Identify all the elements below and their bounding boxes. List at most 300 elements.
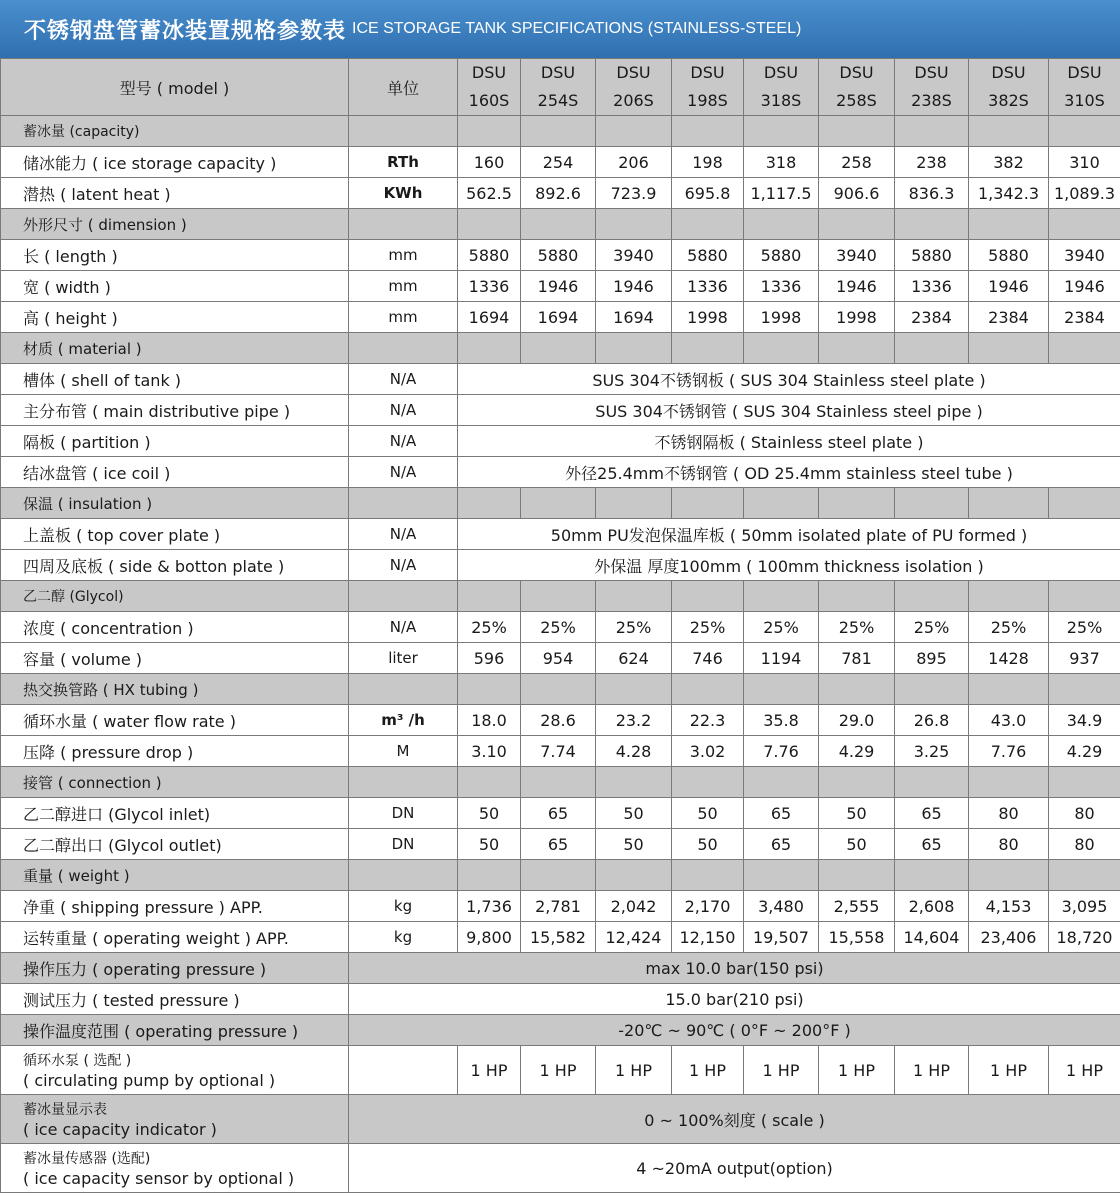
empty-cell: [895, 116, 969, 147]
value-cell: 2,608: [895, 891, 969, 922]
empty-cell: [969, 333, 1049, 364]
value-cell: 25%: [895, 612, 969, 643]
value-cell: 4.29: [819, 736, 895, 767]
value-cell: 1 HP: [672, 1046, 744, 1095]
value-cell: 23.2: [596, 705, 672, 736]
data-row: [1, 302, 1120, 333]
value-cell: 29.0: [819, 705, 895, 736]
value-cell: 25%: [596, 612, 672, 643]
data-row: [1, 364, 1120, 395]
value-cell: 1998: [819, 302, 895, 333]
empty-cell: [596, 581, 672, 612]
section-row: [1, 116, 1120, 147]
value-cell: 1998: [744, 302, 819, 333]
data-row: [1, 426, 1120, 457]
unit-cell: m³ /h: [349, 705, 458, 736]
value-cell: 1336: [458, 271, 521, 302]
data-row: [1, 395, 1120, 426]
spanned-value: 外径25.4mm不锈钢管 ( OD 25.4mm stainless steel tube ): [458, 457, 1120, 488]
row-label: 储冰能力 ( ice storage capacity ): [1, 147, 349, 178]
empty-cell: [1049, 860, 1120, 891]
spanned-value: SUS 304不锈钢板 ( SUS 304 Stainless steel plate ): [458, 364, 1120, 395]
empty-cell: [895, 674, 969, 705]
value-cell: 1,342.3: [969, 178, 1049, 209]
value-cell: 25%: [521, 612, 596, 643]
empty-cell: [744, 860, 819, 891]
value-cell: 892.6: [521, 178, 596, 209]
empty-cell: [969, 209, 1049, 240]
empty-cell: [1049, 333, 1120, 364]
empty-cell: [744, 209, 819, 240]
value-cell: 65: [521, 829, 596, 860]
value-cell: 1946: [521, 271, 596, 302]
value-cell: 562.5: [458, 178, 521, 209]
row-label: 乙二醇进口 (Glycol inlet): [1, 798, 349, 829]
model-label: 型号 ( model ): [1, 59, 349, 116]
section-label: 保温 ( insulation ): [1, 488, 349, 519]
value-cell: 160: [458, 147, 521, 178]
data-row: [1, 1095, 1120, 1144]
value-cell: 2,781: [521, 891, 596, 922]
empty-cell: [521, 860, 596, 891]
value-cell: 26.8: [895, 705, 969, 736]
empty-cell: [458, 674, 521, 705]
value-cell: 382: [969, 147, 1049, 178]
value-cell: 937: [1049, 643, 1120, 674]
value-cell: 258: [819, 147, 895, 178]
section-row: [1, 488, 1120, 519]
value-cell: 695.8: [672, 178, 744, 209]
value-cell: 15,582: [521, 922, 596, 953]
value-cell: 596: [458, 643, 521, 674]
data-row: [1, 519, 1120, 550]
value-cell: 50: [819, 829, 895, 860]
model-cell: DSU 382S: [969, 59, 1049, 116]
unit-cell: M: [349, 736, 458, 767]
row-label: 净重 ( shipping pressure ) APP.: [1, 891, 349, 922]
value-cell: 198: [672, 147, 744, 178]
unit-cell: RTh: [349, 147, 458, 178]
value-cell: 254: [521, 147, 596, 178]
data-row: [1, 643, 1120, 674]
row-label: 宽 ( width ): [1, 271, 349, 302]
value-cell: 1 HP: [744, 1046, 819, 1095]
value-cell: 4.28: [596, 736, 672, 767]
value-cell: 3,480: [744, 891, 819, 922]
empty-cell: [969, 860, 1049, 891]
value-cell: 1,117.5: [744, 178, 819, 209]
value-cell: 65: [895, 798, 969, 829]
unit-cell: N/A: [349, 457, 458, 488]
row-label: 操作温度范围 ( operating pressure ): [1, 1015, 349, 1046]
value-cell: 1194: [744, 643, 819, 674]
value-cell: 50: [596, 798, 672, 829]
unit-cell: DN: [349, 798, 458, 829]
unit-cell: N/A: [349, 364, 458, 395]
value-cell: 12,424: [596, 922, 672, 953]
spanned-value: 0 ~ 100%刻度 ( scale ): [349, 1095, 1120, 1144]
data-row: [1, 922, 1120, 953]
empty-cell: [596, 674, 672, 705]
data-row: [1, 1046, 1120, 1095]
value-cell: 1946: [1049, 271, 1120, 302]
value-cell: 1336: [895, 271, 969, 302]
empty-cell: [458, 581, 521, 612]
value-cell: 1998: [672, 302, 744, 333]
value-cell: 1 HP: [819, 1046, 895, 1095]
value-cell: 7.76: [744, 736, 819, 767]
value-cell: 80: [1049, 829, 1120, 860]
value-cell: 65: [521, 798, 596, 829]
empty-cell: [969, 488, 1049, 519]
section-label: 外形尺寸 ( dimension ): [1, 209, 349, 240]
value-cell: 5880: [458, 240, 521, 271]
value-cell: 25%: [819, 612, 895, 643]
empty-cell: [744, 116, 819, 147]
empty-cell: [458, 860, 521, 891]
model-cell: DSU 318S: [744, 59, 819, 116]
value-cell: 1946: [596, 271, 672, 302]
value-cell: 836.3: [895, 178, 969, 209]
value-cell: 1 HP: [596, 1046, 672, 1095]
value-cell: 14,604: [895, 922, 969, 953]
value-cell: 2384: [895, 302, 969, 333]
spanned-value: 外保温 厚度100mm ( 100mm thickness isolation ): [458, 550, 1120, 581]
empty-cell: [895, 581, 969, 612]
empty-cell: [458, 767, 521, 798]
value-cell: 25%: [969, 612, 1049, 643]
empty-cell: [895, 209, 969, 240]
row-label: 浓度 ( concentration ): [1, 612, 349, 643]
unit-cell: N/A: [349, 426, 458, 457]
value-cell: 1 HP: [1049, 1046, 1120, 1095]
empty-cell: [744, 488, 819, 519]
value-cell: 2,170: [672, 891, 744, 922]
value-cell: 1694: [521, 302, 596, 333]
data-row: [1, 240, 1120, 271]
value-cell: 2,042: [596, 891, 672, 922]
value-cell: 206: [596, 147, 672, 178]
empty-cell: [1049, 209, 1120, 240]
value-cell: 5880: [521, 240, 596, 271]
empty-cell: [1049, 581, 1120, 612]
data-row: [1, 984, 1120, 1015]
spanned-value: 不锈钢隔板 ( Stainless steel plate ): [458, 426, 1120, 457]
empty-cell: [349, 860, 458, 891]
row-label: 主分布管 ( main distributive pipe ): [1, 395, 349, 426]
value-cell: 1 HP: [521, 1046, 596, 1095]
data-row: [1, 147, 1120, 178]
data-row: [1, 1015, 1120, 1046]
empty-cell: [969, 116, 1049, 147]
empty-cell: [672, 209, 744, 240]
empty-cell: [819, 209, 895, 240]
empty-cell: [744, 674, 819, 705]
empty-cell: [349, 581, 458, 612]
value-cell: 2384: [969, 302, 1049, 333]
empty-cell: [969, 674, 1049, 705]
section-label: 热交换管路 ( HX tubing ): [1, 674, 349, 705]
empty-cell: [1049, 116, 1120, 147]
row-label: 循环水泵 ( 选配 ) ( circulating pump by optional ): [1, 1046, 349, 1095]
row-label: 蓄冰量传感器 (选配) ( ice capacity sensor by optional ): [1, 1144, 349, 1193]
empty-cell: [969, 581, 1049, 612]
empty-cell: [672, 860, 744, 891]
empty-cell: [349, 333, 458, 364]
section-row: [1, 333, 1120, 364]
unit-cell: N/A: [349, 395, 458, 426]
value-cell: 43.0: [969, 705, 1049, 736]
data-row: [1, 457, 1120, 488]
row-label: 循环水量 ( water flow rate ): [1, 705, 349, 736]
data-row: [1, 1144, 1120, 1193]
value-cell: 238: [895, 147, 969, 178]
model-cell: DSU 198S: [672, 59, 744, 116]
empty-cell: [596, 333, 672, 364]
unit-cell: kg: [349, 922, 458, 953]
empty-cell: [521, 209, 596, 240]
unit-cell: mm: [349, 240, 458, 271]
empty-cell: [596, 860, 672, 891]
value-cell: 18,720: [1049, 922, 1120, 953]
unit-cell: KWh: [349, 178, 458, 209]
value-cell: 80: [969, 798, 1049, 829]
value-cell: 1946: [819, 271, 895, 302]
value-cell: 50: [458, 829, 521, 860]
empty-cell: [672, 674, 744, 705]
empty-cell: [349, 209, 458, 240]
spanned-value: -20℃ ~ 90℃ ( 0°F ~ 200°F ): [349, 1015, 1120, 1046]
value-cell: 310: [1049, 147, 1120, 178]
value-cell: 50: [672, 829, 744, 860]
empty-cell: [349, 767, 458, 798]
model-cell: DSU 160S: [458, 59, 521, 116]
empty-cell: [744, 767, 819, 798]
value-cell: 65: [895, 829, 969, 860]
value-cell: 7.74: [521, 736, 596, 767]
empty-cell: [819, 674, 895, 705]
unit-cell: N/A: [349, 519, 458, 550]
empty-cell: [349, 488, 458, 519]
value-cell: 895: [895, 643, 969, 674]
value-cell: 25%: [672, 612, 744, 643]
empty-cell: [596, 209, 672, 240]
empty-cell: [819, 116, 895, 147]
empty-cell: [1049, 488, 1120, 519]
title-en: ICE STORAGE TANK SPECIFICATIONS (STAINLESS-STEEL): [352, 20, 802, 37]
empty-cell: [521, 116, 596, 147]
spec-table: [0, 58, 1120, 1193]
row-label: 蓄冰量显示表 ( ice capacity indicator ): [1, 1095, 349, 1144]
empty-cell: [521, 674, 596, 705]
value-cell: 5880: [895, 240, 969, 271]
value-cell: 723.9: [596, 178, 672, 209]
page-header: [0, 0, 1120, 58]
model-cell: DSU 254S: [521, 59, 596, 116]
empty-cell: [521, 581, 596, 612]
value-cell: 5880: [672, 240, 744, 271]
spanned-value: 4 ~20mA output(option): [349, 1144, 1120, 1193]
value-cell: 35.8: [744, 705, 819, 736]
title-cn: 不锈钢盘管蓄冰装置规格参数表: [24, 18, 347, 44]
unit-cell: liter: [349, 643, 458, 674]
header-row: [1, 59, 1120, 116]
value-cell: 3940: [1049, 240, 1120, 271]
row-label: 测试压力 ( tested pressure ): [1, 984, 349, 1015]
value-cell: 906.6: [819, 178, 895, 209]
value-cell: 624: [596, 643, 672, 674]
data-row: [1, 705, 1120, 736]
section-label: 重量 ( weight ): [1, 860, 349, 891]
value-cell: 9,800: [458, 922, 521, 953]
empty-cell: [349, 1046, 458, 1095]
row-label: 上盖板 ( top cover plate ): [1, 519, 349, 550]
row-label: 四周及底板 ( side & botton plate ): [1, 550, 349, 581]
value-cell: 34.9: [1049, 705, 1120, 736]
empty-cell: [969, 767, 1049, 798]
value-cell: 3.10: [458, 736, 521, 767]
empty-cell: [895, 488, 969, 519]
section-label: 乙二醇 (Glycol): [1, 581, 349, 612]
data-row: [1, 798, 1120, 829]
empty-cell: [1049, 767, 1120, 798]
value-cell: 1694: [458, 302, 521, 333]
value-cell: 28.6: [521, 705, 596, 736]
unit-cell: N/A: [349, 550, 458, 581]
row-label: 槽体 ( shell of tank ): [1, 364, 349, 395]
value-cell: 3940: [596, 240, 672, 271]
empty-cell: [819, 488, 895, 519]
row-label: 潜热 ( latent heat ): [1, 178, 349, 209]
data-row: [1, 829, 1120, 860]
row-label: 运转重量 ( operating weight ) APP.: [1, 922, 349, 953]
row-label: 操作压力 ( operating pressure ): [1, 953, 349, 984]
empty-cell: [521, 767, 596, 798]
data-row: [1, 612, 1120, 643]
value-cell: 2384: [1049, 302, 1120, 333]
data-row: [1, 550, 1120, 581]
data-row: [1, 271, 1120, 302]
empty-cell: [819, 767, 895, 798]
value-cell: 65: [744, 829, 819, 860]
empty-cell: [596, 488, 672, 519]
empty-cell: [895, 333, 969, 364]
value-cell: 50: [672, 798, 744, 829]
value-cell: 25%: [458, 612, 521, 643]
value-cell: 318: [744, 147, 819, 178]
value-cell: 1 HP: [895, 1046, 969, 1095]
value-cell: 19,507: [744, 922, 819, 953]
empty-cell: [596, 767, 672, 798]
empty-cell: [819, 333, 895, 364]
row-label: 乙二醇出口 (Glycol outlet): [1, 829, 349, 860]
unit-cell: mm: [349, 302, 458, 333]
value-cell: 1,089.3: [1049, 178, 1120, 209]
empty-cell: [458, 333, 521, 364]
value-cell: 12,150: [672, 922, 744, 953]
row-label: 长 ( length ): [1, 240, 349, 271]
value-cell: 5880: [744, 240, 819, 271]
value-cell: 954: [521, 643, 596, 674]
empty-cell: [819, 860, 895, 891]
row-label: 压降 ( pressure drop ): [1, 736, 349, 767]
model-cell: DSU 206S: [596, 59, 672, 116]
row-label: 容量 ( volume ): [1, 643, 349, 674]
spanned-value: SUS 304不锈钢管 ( SUS 304 Stainless steel pipe ): [458, 395, 1120, 426]
value-cell: 50: [458, 798, 521, 829]
value-cell: 1694: [596, 302, 672, 333]
empty-cell: [672, 488, 744, 519]
empty-cell: [458, 116, 521, 147]
section-row: [1, 860, 1120, 891]
value-cell: 18.0: [458, 705, 521, 736]
section-row: [1, 674, 1120, 705]
data-row: [1, 953, 1120, 984]
spanned-value: max 10.0 bar(150 psi): [349, 953, 1120, 984]
value-cell: 4,153: [969, 891, 1049, 922]
empty-cell: [458, 488, 521, 519]
value-cell: 1,736: [458, 891, 521, 922]
spanned-value: 15.0 bar(210 psi): [349, 984, 1120, 1015]
empty-cell: [521, 333, 596, 364]
empty-cell: [744, 333, 819, 364]
value-cell: 22.3: [672, 705, 744, 736]
section-row: [1, 209, 1120, 240]
section-label: 蓄冰量 (capacity): [1, 116, 349, 147]
value-cell: 3,095: [1049, 891, 1120, 922]
empty-cell: [819, 581, 895, 612]
row-label: 高 ( height ): [1, 302, 349, 333]
unit-label: 单位: [349, 59, 458, 116]
empty-cell: [672, 116, 744, 147]
model-cell: DSU 310S: [1049, 59, 1120, 116]
unit-cell: mm: [349, 271, 458, 302]
value-cell: 3.02: [672, 736, 744, 767]
value-cell: 15,558: [819, 922, 895, 953]
section-label: 接管 ( connection ): [1, 767, 349, 798]
value-cell: 3940: [819, 240, 895, 271]
value-cell: 80: [1049, 798, 1120, 829]
empty-cell: [1049, 674, 1120, 705]
unit-cell: kg: [349, 891, 458, 922]
value-cell: 1 HP: [458, 1046, 521, 1095]
value-cell: 3.25: [895, 736, 969, 767]
section-row: [1, 581, 1120, 612]
unit-cell: DN: [349, 829, 458, 860]
section-row: [1, 767, 1120, 798]
value-cell: 4.29: [1049, 736, 1120, 767]
data-row: [1, 891, 1120, 922]
data-row: [1, 178, 1120, 209]
empty-cell: [596, 116, 672, 147]
empty-cell: [349, 674, 458, 705]
value-cell: 1 HP: [969, 1046, 1049, 1095]
value-cell: 781: [819, 643, 895, 674]
data-row: [1, 736, 1120, 767]
value-cell: 50: [596, 829, 672, 860]
empty-cell: [895, 860, 969, 891]
value-cell: 5880: [969, 240, 1049, 271]
value-cell: 25%: [744, 612, 819, 643]
model-cell: DSU 238S: [895, 59, 969, 116]
value-cell: 1428: [969, 643, 1049, 674]
value-cell: 25%: [1049, 612, 1120, 643]
empty-cell: [458, 209, 521, 240]
row-label: 隔板 ( partition ): [1, 426, 349, 457]
value-cell: 23,406: [969, 922, 1049, 953]
value-cell: 1336: [744, 271, 819, 302]
value-cell: 65: [744, 798, 819, 829]
